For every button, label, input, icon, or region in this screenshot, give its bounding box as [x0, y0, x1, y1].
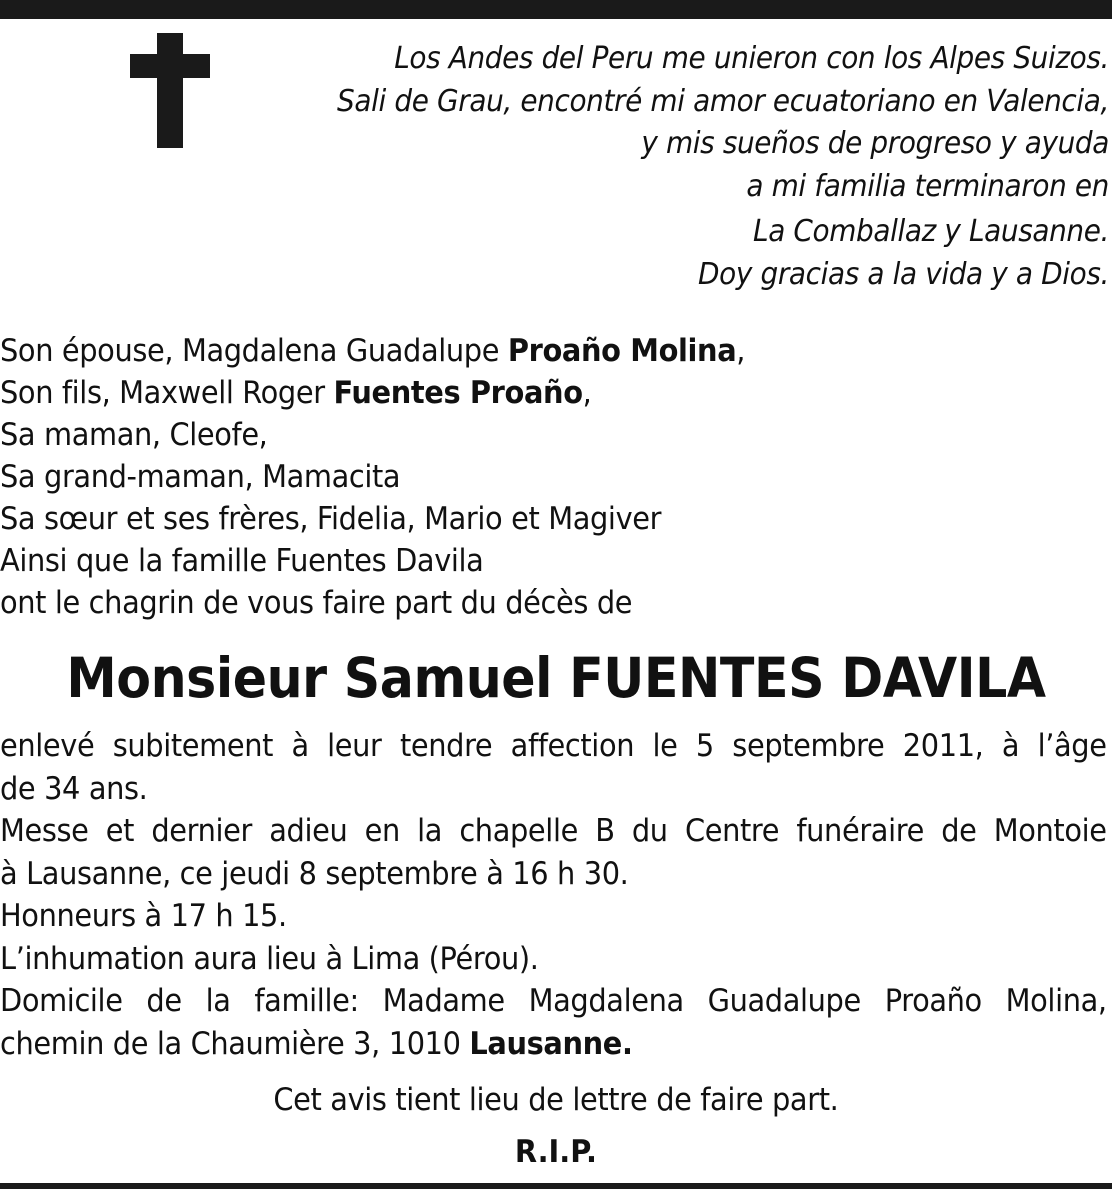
word: la — [417, 813, 443, 849]
word: du — [631, 813, 668, 849]
bottom-rule — [0, 1183, 1112, 1189]
word: et — [105, 813, 135, 849]
word: subitement — [112, 728, 274, 764]
family-wife: Son épouse, Magdalena Guadalupe Proaño Molina, — [0, 333, 746, 369]
details-line-justified — [0, 725, 1107, 768]
word: de — [941, 813, 977, 849]
poem-line: La Comballaz y Lausanne. — [753, 214, 1109, 249]
word: funéraire — [796, 813, 924, 849]
details-line-justified — [0, 810, 1107, 853]
word: B — [595, 813, 615, 849]
word: famille: — [254, 983, 359, 1019]
word: l’âge — [1037, 728, 1107, 764]
details-line: Honneurs à 17 h 15. — [0, 898, 287, 934]
family-mother: Sa maman, Cleofe, — [0, 417, 268, 453]
word: la — [205, 983, 231, 1019]
word: 5 — [695, 728, 714, 764]
word: Centre — [684, 813, 780, 849]
cross-icon — [130, 33, 210, 148]
family-list — [0, 330, 930, 624]
word: chapelle — [459, 813, 578, 849]
details-line: de 34 ans. — [0, 770, 148, 807]
rip-text: R.I.P. — [514, 1134, 598, 1170]
word: de — [146, 983, 182, 1019]
word: Magdalena — [528, 983, 684, 1019]
word: tendre — [399, 728, 493, 764]
word: 2011, — [902, 728, 984, 764]
poem-line: Doy gracias a la vida y a Dios. — [698, 256, 1109, 292]
family-extended: Ainsi que la famille Fuentes Davila — [0, 543, 484, 579]
word: Domicile — [0, 983, 123, 1019]
family-grandmother: Sa grand-maman, Mamacita — [0, 459, 401, 495]
word: Madame — [382, 983, 505, 1019]
family-son: Son fils, Maxwell Roger Fuentes Proaño, — [0, 375, 592, 411]
word: à — [1001, 728, 1020, 764]
word: Molina, — [1005, 983, 1107, 1019]
word: leur — [327, 728, 382, 764]
word: dernier — [151, 813, 253, 849]
word: adieu — [269, 813, 348, 849]
word: Montoie — [993, 813, 1107, 849]
details-line: à Lausanne, ce jeudi 8 septembre à 16 h 30. — [0, 855, 629, 892]
word: le — [652, 728, 678, 764]
word: à — [291, 728, 309, 764]
obituary-details — [0, 725, 1107, 1065]
address-line: chemin de la Chaumière 3, 1010 Lausanne. — [0, 1025, 633, 1062]
details-line: L’inhumation aura lieu à Lima (Pérou). — [0, 940, 539, 977]
poem-line: Sali de Grau, encontré mi amor ecuatoriano en Valencia, — [337, 83, 1109, 119]
word: affection — [510, 728, 635, 764]
word: Proaño — [884, 983, 982, 1019]
poem-line: a mi familia terminaron en — [746, 168, 1109, 204]
deceased-name: Monsieur Samuel FUENTES DAVILA — [66, 646, 1046, 710]
word: en — [364, 813, 400, 849]
word: septembre — [732, 728, 885, 764]
poem-line: Los Andes del Peru me unieron con los Alpes Suizos. — [394, 41, 1109, 76]
word: enlevé — [0, 728, 95, 764]
word: Guadalupe — [707, 983, 861, 1019]
poem-verse — [272, 38, 1109, 296]
word: Messe — [0, 813, 89, 849]
closing-note: Cet avis tient lieu de lettre de faire part. — [273, 1082, 839, 1118]
details-line-justified — [0, 980, 1107, 1023]
announcement-text: ont le chagrin de vous faire part du décès de — [0, 585, 633, 621]
top-rule — [0, 0, 1112, 19]
family-siblings: Sa sœur et ses frères, Fidelia, Mario et Magiver — [0, 501, 662, 537]
poem-line: y mis sueños de progreso y ayuda — [641, 126, 1109, 161]
